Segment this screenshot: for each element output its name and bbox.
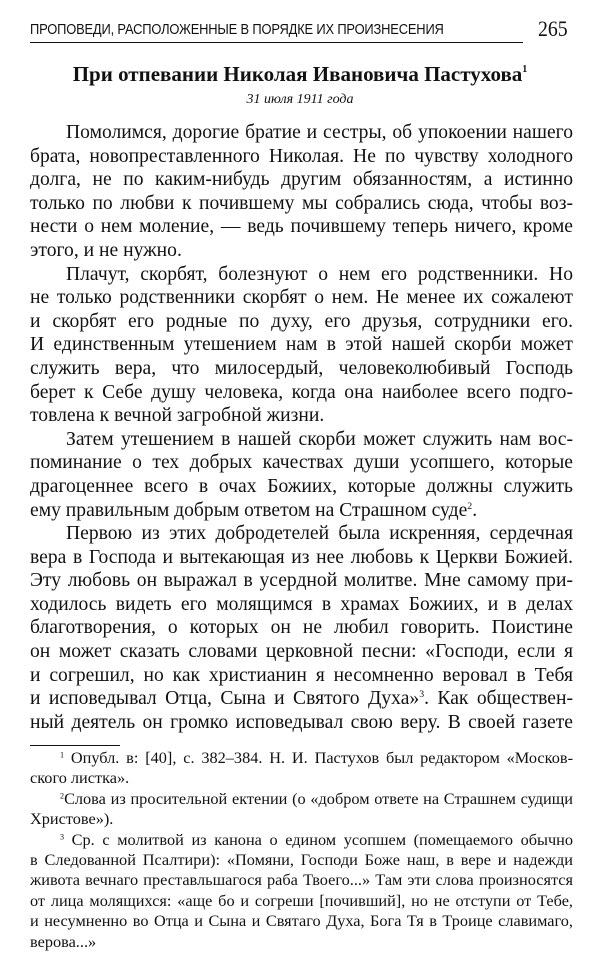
body-line: берет к Себе душу человека, когда она наиболее всего подго- bbox=[30, 381, 573, 403]
body-line: этого, и не нужно. bbox=[30, 239, 182, 261]
body-line: долга, не по каким-нибудь другим обязанностям, а истинно bbox=[30, 169, 573, 191]
body-line: служить вера, что милосердый, человеколюбивый Господь bbox=[30, 357, 573, 379]
body-line: поминание о тех добрых качествах души усопшего, которые bbox=[30, 452, 573, 474]
footnote-line: в Следованной Псалтири): «Помяни, Господи Боже наш, в вере и надежди bbox=[30, 849, 573, 869]
body-text bbox=[30, 121, 573, 734]
sermon-date: 31 июля 1911 года bbox=[246, 92, 354, 107]
page-number: 265 bbox=[538, 16, 568, 41]
body-line: ему правильным добрым ответом на Страшном суде$^2$. bbox=[30, 499, 478, 521]
body-line: Затем утешением в нашей скорби может служить нам вос- bbox=[66, 428, 573, 450]
body-line: и исповедывал Отца, Сына и Святого Духа»$^3$. Как обществен- bbox=[30, 688, 573, 710]
running-title: ПРОПОВЕДИ, РАСПОЛОЖЕННЫЕ В ПОРЯДКЕ ИХ ПРОИЗНЕСЕНИЯ bbox=[30, 21, 444, 38]
footnote-line: $^3$ Ср. с молитвой из канона о едином усопшем (помещаемого обычно bbox=[60, 829, 573, 849]
body-line: вера в Господа и вытекающая из нее любовь к Церкви Божией. bbox=[30, 546, 573, 568]
body-line: Плачут, скорбят, болезнуют о нем его родственники. Но bbox=[66, 263, 573, 285]
body-line: и согрешил, но как христианин я несомненно веровал в Тебя bbox=[30, 664, 573, 686]
footnote-line: Христове»). bbox=[30, 809, 114, 829]
body-line: Эту любовь он выражал в усердной молитве. Мне самому при- bbox=[30, 570, 573, 592]
body-line: только по любви к почившему мы собрались сюда, чтобы воз- bbox=[30, 192, 573, 214]
footnote-line: верова...» bbox=[30, 931, 97, 951]
footnote-ref: 3 bbox=[419, 689, 425, 701]
body-line: ходилось видеть его молящимся в храмах Божиих, и в делах bbox=[30, 593, 573, 615]
footnote-ref: 2 bbox=[60, 791, 65, 801]
footnote-line: ского листка». bbox=[30, 768, 130, 788]
body-line: и скорбят его родные по духу, его друзья, сотрудники его. bbox=[30, 310, 573, 332]
body-line: Первою из этих добродетелей была искренняя, сердечная bbox=[66, 523, 573, 545]
footnote-line: $^2$Слова из просительной ектении (о «добром ответе на Страшнем судищи bbox=[60, 788, 573, 808]
body-line: брата, новопреставленного Николая. Не по чувству холодного bbox=[30, 145, 573, 167]
footnotes bbox=[30, 748, 573, 952]
body-line: товлена к вечной загробной жизни. bbox=[30, 405, 325, 427]
body-line: И единственным утешением нам в этой нашей скорби может bbox=[30, 334, 573, 356]
footnote-line: живота вечнаго преставльшагося раба Твоего...» Там эти слова произносятся bbox=[30, 870, 573, 890]
sermon-title bbox=[0, 62, 600, 87]
footnote-divider bbox=[30, 745, 120, 746]
running-head bbox=[30, 18, 523, 43]
body-line: нести о нем моление, — ведь почившему теперь ничего, кроме bbox=[30, 216, 573, 238]
footnote-ref: 3 bbox=[60, 831, 65, 841]
body-line: драгоценнее всего в очах Божиих, которые должны служить bbox=[30, 475, 573, 497]
footnote-ref: 2 bbox=[467, 500, 473, 512]
sermon-title-text: При отпевании Николая Ивановича Пастухова bbox=[72, 62, 523, 86]
body-line: Помолимся, дорогие братие и сестры, об упокоении нашего bbox=[66, 122, 573, 143]
body-line: ный деятель он громко исповедывал свою веру. В своей газете bbox=[30, 711, 573, 733]
body-line: не только родственники скорбят о нем. Не менее их сожалеют bbox=[30, 287, 573, 309]
body-line: благотворения, о которых он не любил говорить. Поистине bbox=[30, 617, 573, 639]
footnote-line: и несумненно во Отца и Сына и Святаго Духа, Бога Тя в Троице славимаго, bbox=[30, 911, 573, 931]
footnote-ref: 1 bbox=[60, 750, 65, 760]
body-line: он может сказать словами церковной песни: «Господи, если я bbox=[30, 641, 573, 663]
footnote-line: от лица молящихся: «аще бо и согреши [почивший], но не отступи от Тебе, bbox=[30, 890, 573, 910]
footnote-ref: 1 bbox=[522, 64, 528, 75]
footnote-line: $^1$ Опубл. в: [40], с. 382–384. Н. И. Пастухов был редактором «Москов- bbox=[60, 748, 573, 767]
